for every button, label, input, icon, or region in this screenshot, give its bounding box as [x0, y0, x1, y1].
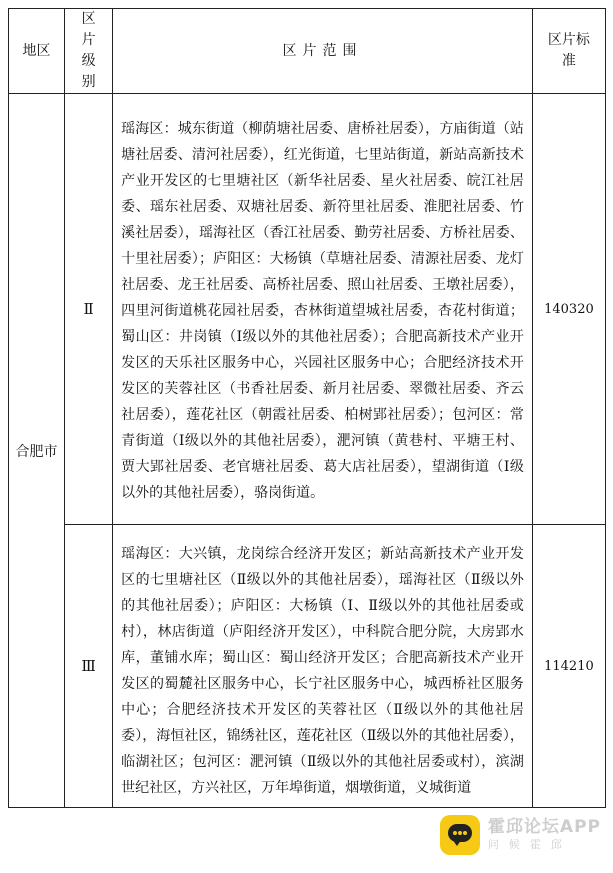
watermark-text: [488, 817, 601, 853]
chat-bubble-logo-icon: [440, 815, 480, 855]
standard-cell: 140320: [532, 94, 605, 525]
header-range: 区片范围: [113, 9, 533, 94]
table-row: [9, 525, 606, 808]
range-cell: [113, 94, 533, 525]
header-level: 区片级别: [65, 9, 113, 94]
level-cell: Ⅲ: [65, 525, 113, 808]
header-region: 地区: [9, 9, 65, 94]
table-header-row: [9, 9, 606, 94]
standard-cell: 114210: [532, 525, 605, 808]
range-cell: [113, 525, 533, 808]
region-cell: 合肥市: [9, 94, 65, 808]
header-standard: 区片标准: [532, 9, 605, 94]
watermark-title: 霍邱论坛APP: [487, 817, 601, 837]
table-row: [9, 94, 606, 525]
range-text: 瑶海区：大兴镇，龙岗综合经济开发区；新站高新技术产业开发区的七里塘社区（Ⅱ级以外的其他社居委），瑶海社区（Ⅱ级以外的其他社居委）；庐阳区：大杨镇（Ⅰ、Ⅱ级以外的其他社居委或村），林店街道（庐阳经济开发区），中科院合肥分院，大房郢水库，董铺水库；蜀山区：蜀山经济开发区；合肥高新技术产业开发区的蜀麓社区服务中心，长宁社区服务中心，城西桥社区服务中心；合肥经济技术开发区的芙蓉社区（Ⅱ级以外的其他社居委），海恒社区，锦绣社区，莲花社区（Ⅱ级以外的其他社居委），临湖社区；包河区：淝河镇（Ⅱ级以外的其他社居委或村），滨湖世纪社区，方兴社区，万年埠街道，烟墩街道，义城街道: [121, 546, 524, 796]
watermark-subtitle: 问候霍邱: [487, 838, 572, 851]
forum-app-watermark: [438, 807, 607, 863]
level-cell: Ⅱ: [65, 94, 113, 525]
range-text: 瑶海区：城东街道（柳荫塘社居委、唐桥社居委），方庙街道（站塘社居委、清河社居委），红光街道，七里站街道，新站高新技术产业开发区的七里塘社区（新华社居委、星火社居委、皖江社居委、瑶东社居委、双塘社居委、新符里社居委、淮肥社居委、竹溪社居委），瑶海社区（香江社居委、勤劳社居委、方桥社居委、十里社居委）；庐阳区：大杨镇（草塘社居委、清源社居委、龙灯社居委、龙王社居委、高桥社居委、照山社居委、王墩社居委），四里河街道桃花园社居委，杏林街道望城社居委，杏花村街道；蜀山区：井岗镇（Ⅰ级以外的其他社居委）；合肥高新技术产业开发区的天乐社区服务中心，兴园社区服务中心；合肥经济技术开发区的芙蓉社区（书香社居委、新月社居委、翠微社居委、齐云社居委），莲花社区（朝霞社居委、柏树郢社居委）；包河区：常青街道（Ⅰ级以外的其他社居委），淝河镇（黄巷村、平塘王村、贾大郢社居委、老官塘社居委、葛大店社居委），望湖街道（Ⅰ级以外的其他社居委），骆岗街道。: [121, 121, 524, 501]
land-zone-table: [8, 8, 606, 808]
